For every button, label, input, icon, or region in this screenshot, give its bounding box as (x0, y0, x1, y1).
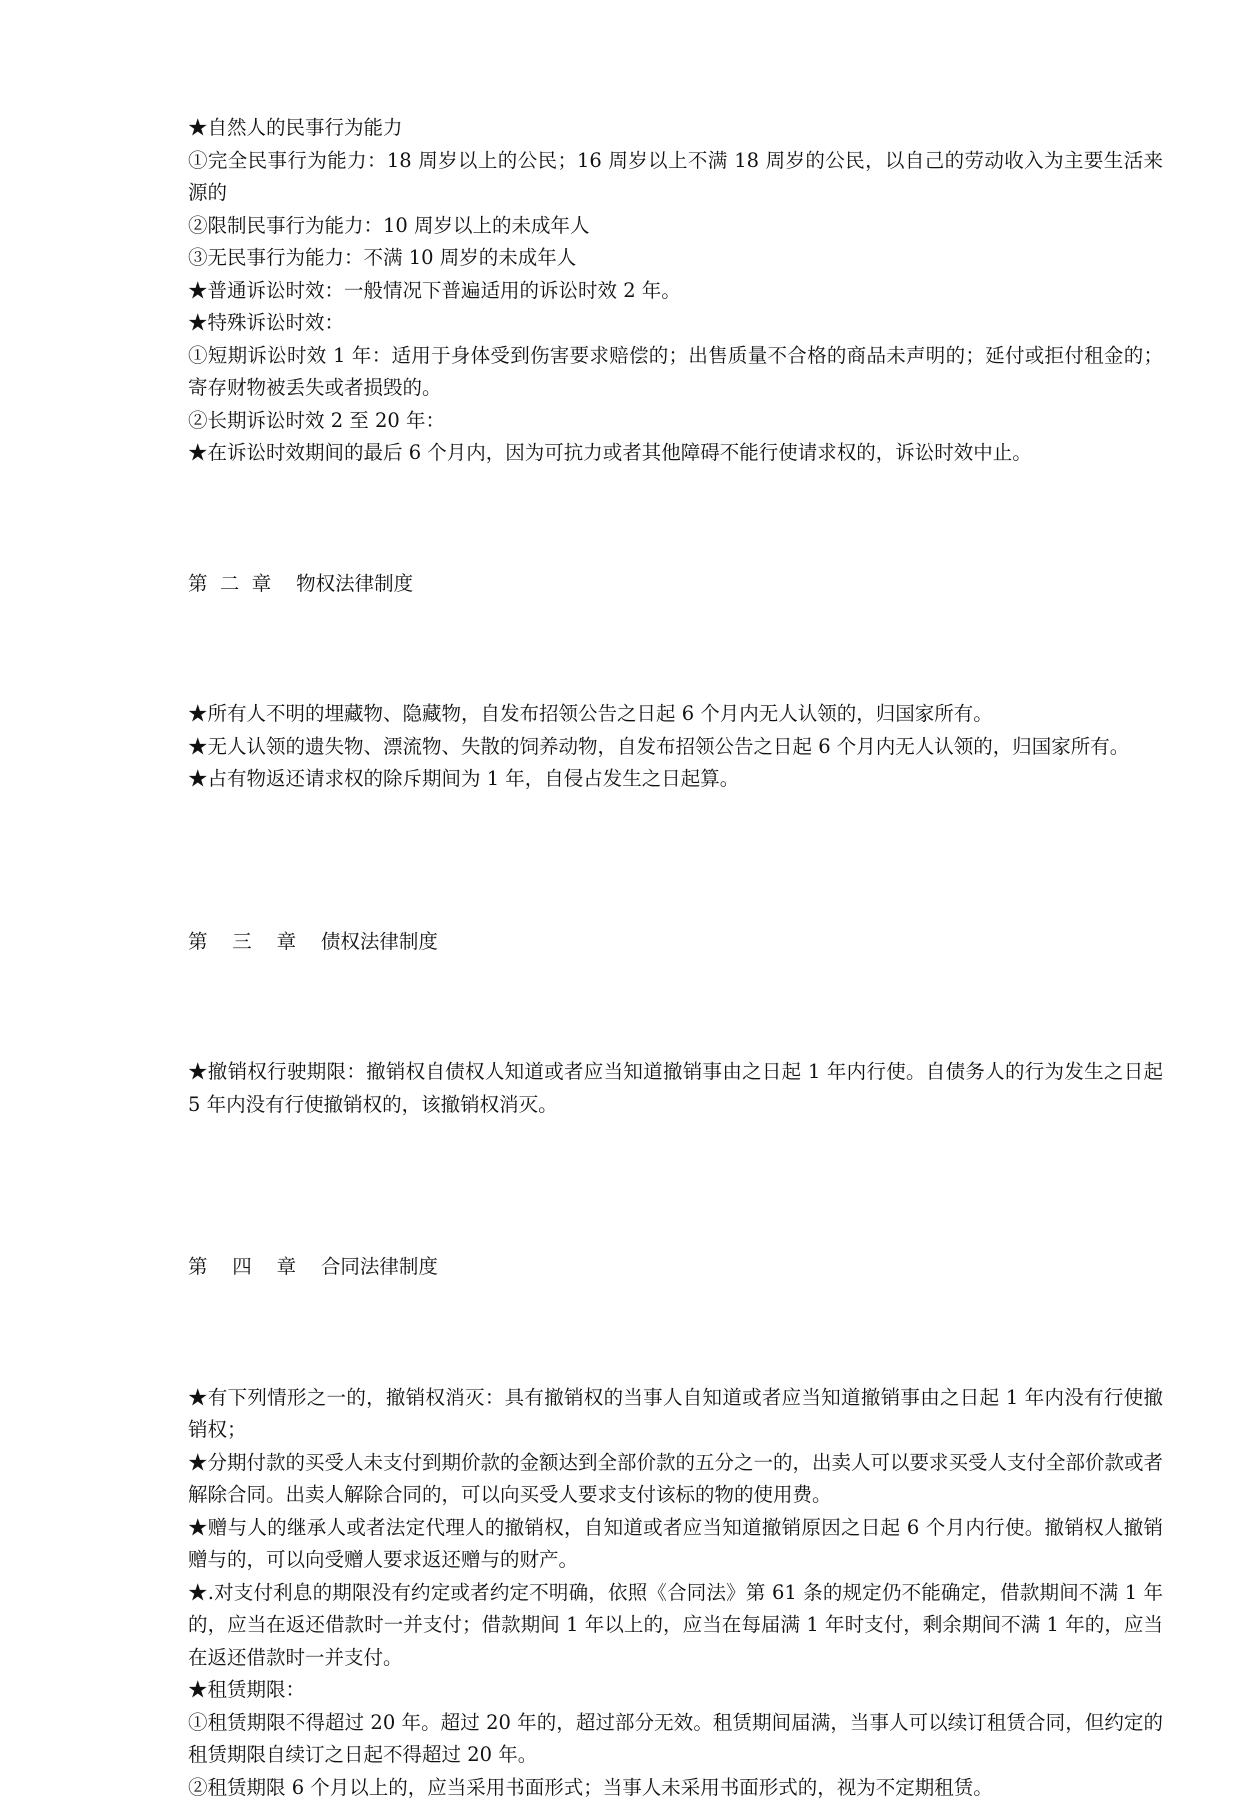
paragraph: ★租赁期限： (188, 1674, 1163, 1707)
paragraph: ★自然人的民事行为能力 (188, 112, 1163, 145)
section-civil-capacity (188, 112, 1163, 470)
paragraph: ★赠与人的继承人或者法定代理人的撤销权，自知道或者应当知道撤销原因之日起 6 个月内行使。撤销权人撤销赠与的，可以向受赠人要求返还赠与的财产。 (188, 1512, 1163, 1577)
paragraph: ②长期诉讼时效 2 至 20 年： (188, 405, 1163, 438)
paragraph: ★在诉讼时效期间的最后 6 个月内，因为可抗力或者其他障碍不能行使请求权的，诉讼时效中止。 (188, 437, 1163, 470)
paragraph: ②限制民事行为能力：10 周岁以上的未成年人 (188, 210, 1163, 243)
paragraph: ★无人认领的遗失物、漂流物、失散的饲养动物，自发布招领公告之日起 6 个月内无人认领的，归国家所有。 (188, 731, 1163, 764)
paragraph: ★.对支付利息的期限没有约定或者约定不明确，依照《合同法》第 61 条的规定仍不能确定，借款期间不满 1 年的，应当在返还借款时一并支付；借款期间 1 年以上的，应当在每届满 1 年时支付，剩余期间不满 1 年的，应当在返还借款时一并支付。 (188, 1577, 1163, 1675)
paragraph: ②租赁期限 6 个月以上的，应当采用书面形式；当事人未采用书面形式的，视为不定期租赁。 (188, 1772, 1163, 1804)
paragraph: ★特殊诉讼时效： (188, 307, 1163, 340)
paragraph: ★有下列情形之一的，撤销权消灭：具有撤销权的当事人自知道或者应当知道撤销事由之日起 1 年内没有行使撤销权； (188, 1382, 1163, 1447)
paragraph: ★所有人不明的埋藏物、隐藏物，自发布招领公告之日起 6 个月内无人认领的，归国家所有。 (188, 698, 1163, 731)
section-property-law (188, 698, 1163, 796)
paragraph: ①租赁期限不得超过 20 年。超过 20 年的，超过部分无效。租赁期间届满，当事人可以续订租赁合同，但约定的租赁期限自续订之日起不得超过 20 年。 (188, 1707, 1163, 1772)
paragraph: ★撤销权行驶期限：撤销权自债权人知道或者应当知道撤销事由之日起 1 年内行使。自债务人的行为发生之日起 5 年内没有行使撤销权的，该撤销权消灭。 (188, 1056, 1163, 1121)
chapter-4-heading: 第 四 章 合同法律制度 (188, 1251, 1163, 1284)
paragraph: ★分期付款的买受人未支付到期价款的金额达到全部价款的五分之一的，出卖人可以要求买受人支付全部价款或者解除合同。出卖人解除合同的，可以向买受人要求支付该标的物的使用费。 (188, 1447, 1163, 1512)
paragraph: ①完全民事行为能力：18 周岁以上的公民；16 周岁以上不满 18 周岁的公民，以自己的劳动收入为主要生活来源的 (188, 145, 1163, 210)
paragraph: ①短期诉讼时效 1 年：适用于身体受到伤害要求赔偿的；出售质量不合格的商品未声明的；延付或拒付租金的；寄存财物被丢失或者损毁的。 (188, 340, 1163, 405)
paragraph: ★普通诉讼时效：一般情况下普遍适用的诉讼时效 2 年。 (188, 275, 1163, 308)
chapter-3-heading: 第 三 章 债权法律制度 (188, 926, 1163, 959)
chapter-2-heading: 第 二 章 物权法律制度 (188, 568, 1163, 601)
section-creditor-law (188, 1056, 1163, 1121)
paragraph: ③无民事行为能力：不满 10 周岁的未成年人 (188, 242, 1163, 275)
section-contract-law (188, 1382, 1163, 1804)
document-body (188, 112, 1163, 1804)
paragraph: ★占有物返还请求权的除斥期间为 1 年，自侵占发生之日起算。 (188, 763, 1163, 796)
